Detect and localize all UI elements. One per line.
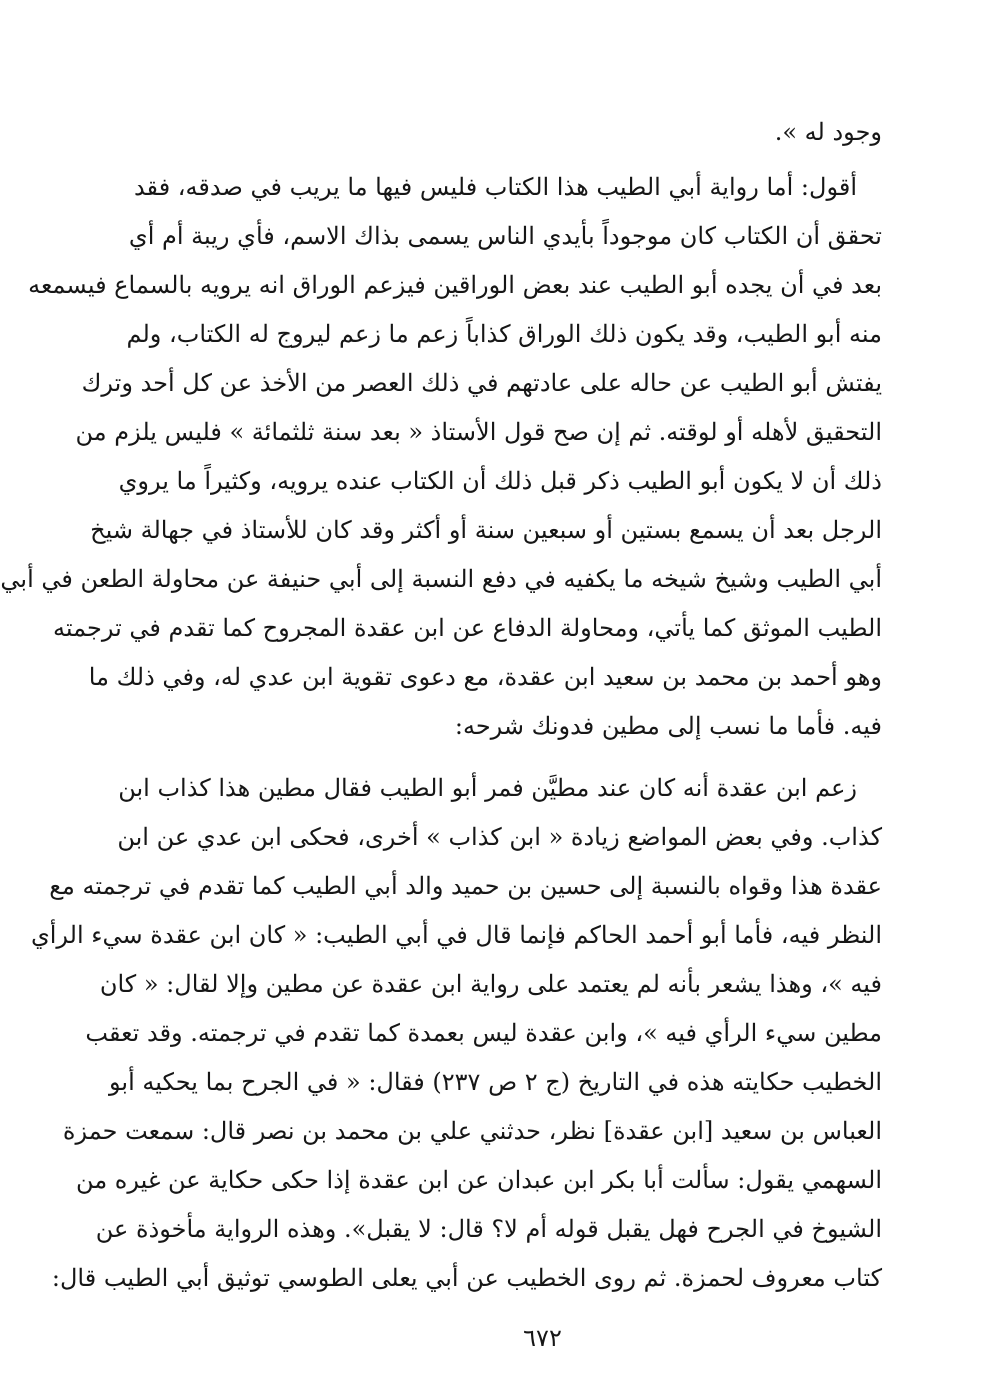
text-line: الرجل بعد أن يسمع بستين أو سبعين سنة أو أكثر وقد كان للأستاذ في جهالة شيخ <box>90 516 882 544</box>
text-line: وجود له ». <box>774 118 882 146</box>
text-line: ذلك أن لا يكون أبو الطيب ذكر قبل ذلك أن الكتاب عنده يرويه، وكثيراً ما يروي <box>118 467 882 495</box>
text-line: مطين سيء الرأي فيه »، وابن عقدة ليس بعمدة كما تقدم في ترجمته. وقد تعقب <box>85 1019 882 1047</box>
text-line: التحقيق لأهله أو لوقته. ثم إن صح قول الأستاذ « بعد سنة ثلثمائة » فليس يلزم من <box>75 418 882 446</box>
text-line: عقدة هذا وقواه بالنسبة إلى حسين بن حميد والد أبي الطيب كما تقدم في ترجمته مع <box>49 872 882 900</box>
text-line: العباس بن سعيد [ابن عقدة] نظر، حدثني علي بن محمد بن نصر قال: سمعت حمزة <box>62 1117 882 1145</box>
text-line: فيه »، وهذا يشعر بأنه لم يعتمد على رواية ابن عقدة عن مطين وإلا لقال: « كان <box>99 970 882 998</box>
text-line: أبي الطيب وشيخ شيخه ما يكفيه في دفع النسبة إلى أبي حنيفة عن محاولة الطعن في أبي <box>0 565 882 593</box>
text-line: فيه. فأما ما نسب إلى مطين فدونك شرحه: <box>454 712 882 740</box>
text-line: بعد في أن يجده أبو الطيب عند بعض الوراقين فيزعم الوراق انه يرويه بالسماع فيسمعه <box>28 271 882 299</box>
text-line: منه أبو الطيب، وقد يكون ذلك الوراق كذاباً زعم ما زعم ليروج له الكتاب، ولم <box>126 320 882 348</box>
text-line: أقول: أما رواية أبي الطيب هذا الكتاب فليس فيها ما يريب في صدقه، فقد <box>133 173 857 201</box>
text-line: كذاب. وفي بعض المواضع زيادة « ابن كذاب » أخرى، فحكى ابن عدي عن ابن <box>117 823 882 851</box>
text-line: تحقق أن الكتاب كان موجوداً بأيدي الناس يسمى بذاك الاسم، فأي ريبة أم أي <box>128 222 882 250</box>
text-line: وهو أحمد بن محمد بن سعيد ابن عقدة، مع دعوى تقوية ابن عدي له، وفي ذلك ما <box>88 663 882 691</box>
text-line: الطيب الموثق كما يأتي، ومحاولة الدفاع عن ابن عقدة المجروح كما تقدم في ترجمته <box>53 614 882 642</box>
page-number: ٦٧٢ <box>523 1324 562 1352</box>
text-line: الخطيب حكايته هذه في التاريخ (ج ٢ ص ٢٣٧) فقال: « في الجرح بما يحكيه أبو <box>109 1068 882 1096</box>
text-line: زعم ابن عقدة أنه كان عند مطيَّن فمر أبو الطيب فقال مطين هذا كذاب ابن <box>118 774 857 802</box>
text-line: كتاب معروف لحمزة. ثم روى الخطيب عن أبي يعلى الطوسي توثيق أبي الطيب قال: <box>51 1264 882 1292</box>
text-line: النظر فيه، فأما أبو أحمد الحاكم فإنما قال في أبي الطيب: « كان ابن عقدة سيء الرأي <box>30 921 882 949</box>
text-line: السهمي يقول: سألت أبا بكر ابن عبدان عن ابن عقدة إذا حكى حكاية عن غيره من <box>76 1166 882 1194</box>
text-line: يفتش أبو الطيب عن حاله على عادتهم في ذلك العصر من الأخذ عن كل أحد وترك <box>81 369 882 397</box>
text-line: الشيوخ في الجرح فهل يقبل قوله أم لا؟ قال: لا يقبل». وهذه الرواية مأخوذة عن <box>95 1215 882 1243</box>
